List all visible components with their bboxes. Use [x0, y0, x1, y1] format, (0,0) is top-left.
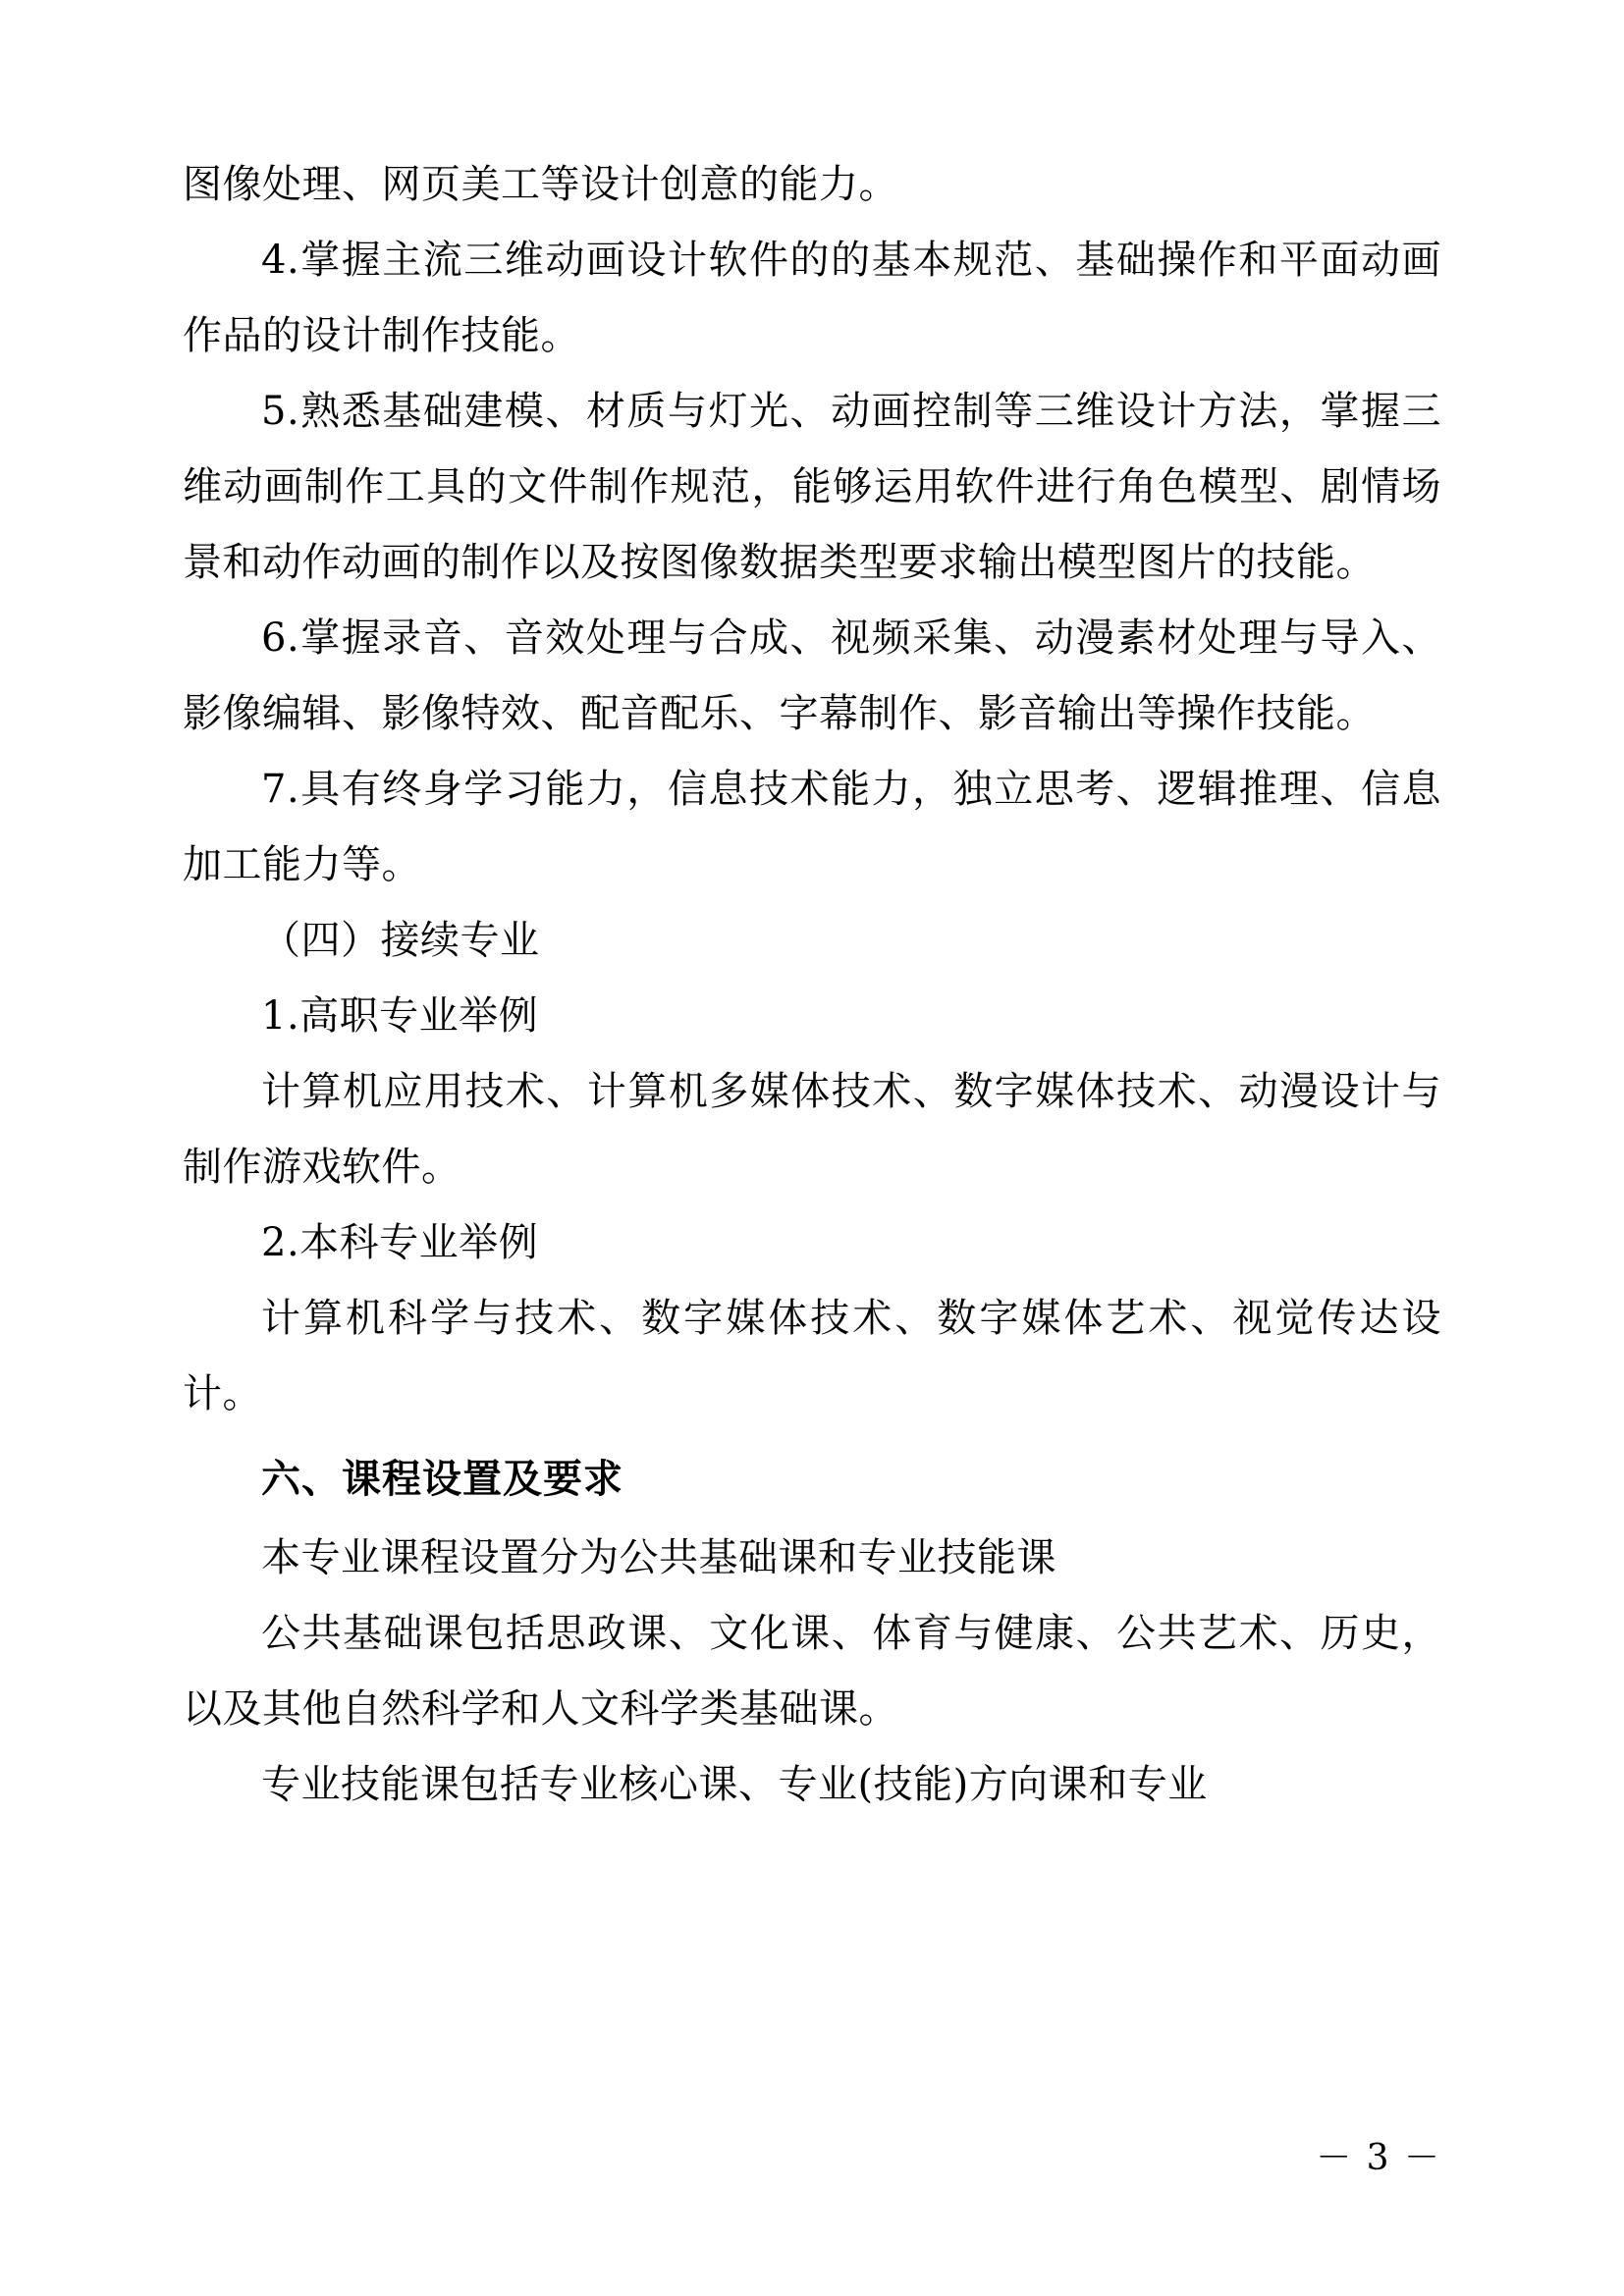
paragraph-undergraduate-majors-label: 2.本科专业举例 [261, 1220, 539, 1265]
paragraph-vocational-majors-list: 计算机应用技术、计算机多媒体技术、数字媒体技术、动漫设计与制作游戏软件。 [183, 1069, 1441, 1190]
paragraph-item-7: 7.具有终身学习能力，信息技术能力，独立思考、逻辑推理、信息加工能力等。 [183, 767, 1441, 887]
document-body [183, 147, 1441, 1823]
paragraph-course-overview: 本专业课程设置分为公共基础课和专业技能课 [261, 1535, 1056, 1580]
paragraph-skill-courses: 专业技能课包括专业核心课、专业(技能)方向课和专业 [261, 1762, 1208, 1807]
paragraph-item-6: 6.掌握录音、音效处理与合成、视频采集、动漫素材处理与导入、影像编辑、影像特效、配音配乐、字幕制作、影音输出等操作技能。 [183, 615, 1441, 736]
paragraph-item-5: 5.熟悉基础建模、材质与灯光、动画控制等三维设计方法，掌握三维动画制作工具的文件制作规范，能够运用软件进行角色模型、剧情场景和动作动画的制作以及按图像数据类型要求输出模型图片的技能。 [183, 389, 1441, 585]
section-heading-six: 六、课程设置及要求 [261, 1457, 623, 1502]
paragraph-item-4: 4.掌握主流三维动画设计软件的的基本规范、基础操作和平面动画作品的设计制作技能。 [183, 238, 1441, 358]
paragraph-general-courses: 公共基础课包括思政课、文化课、体育与健康、公共艺术、历史，以及其他自然科学和人文科学类基础课。 [183, 1611, 1441, 1732]
paragraph-continuation: 图像处理、网页美工等设计创意的能力。 [183, 162, 898, 207]
page-number: － 3 － [1316, 2138, 1441, 2178]
paragraph-undergraduate-majors-list: 计算机科学与技术、数字媒体技术、数字媒体艺术、视觉传达设计。 [183, 1296, 1441, 1416]
subsection-heading-four: （四）接续专业 [261, 918, 540, 963]
paragraph-vocational-majors-label: 1.高职专业举例 [261, 993, 539, 1039]
